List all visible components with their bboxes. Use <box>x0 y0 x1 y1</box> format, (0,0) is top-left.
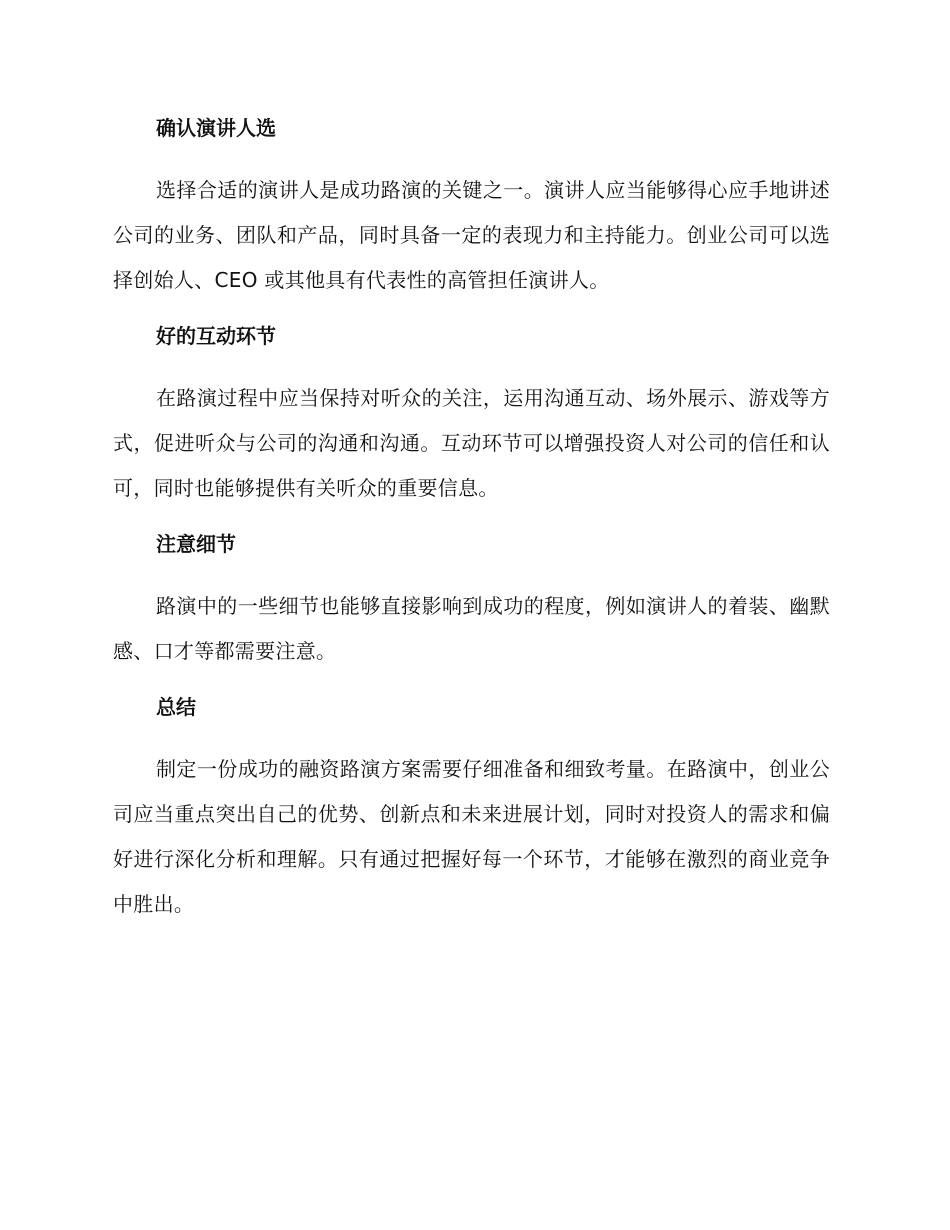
section-heading-speaker: 确认演讲人选 <box>156 116 276 140</box>
section-heading-interaction: 好的互动环节 <box>156 324 276 348</box>
section-body-details: 路演中的一些细节也能够直接影响到成功的程度，例如演讲人的着装、幽默感、口才等都需要注意。 <box>113 594 830 663</box>
section-body-interaction: 在路演过程中应当保持对听众的关注，运用沟通互动、场外展示、游戏等方式，促进听众与公司的沟通和沟通。互动环节可以增强投资人对公司的信任和认可，同时也能够提供有关听众的重要信息。 <box>113 386 830 500</box>
section-body-summary: 制定一份成功的融资路演方案需要仔细准备和细致考量。在路演中，创业公司应当重点突出自己的优势、创新点和未来进展计划，同时对投资人的需求和偏好进行深化分析和理解。只有通过把握好每一个环节，才能够在激烈的商业竞争中胜出。 <box>113 757 830 916</box>
section-body-speaker: 选择合适的演讲人是成功路演的关键之一。演讲人应当能够得心应手地讲述公司的业务、团队和产品，同时具备一定的表现力和主持能力。创业公司可以选择创始人、CEO 或其他具有代表性的高管担任演讲人。 <box>113 178 830 292</box>
section-heading-summary: 总结 <box>156 695 196 719</box>
section-heading-details: 注意细节 <box>156 532 236 556</box>
